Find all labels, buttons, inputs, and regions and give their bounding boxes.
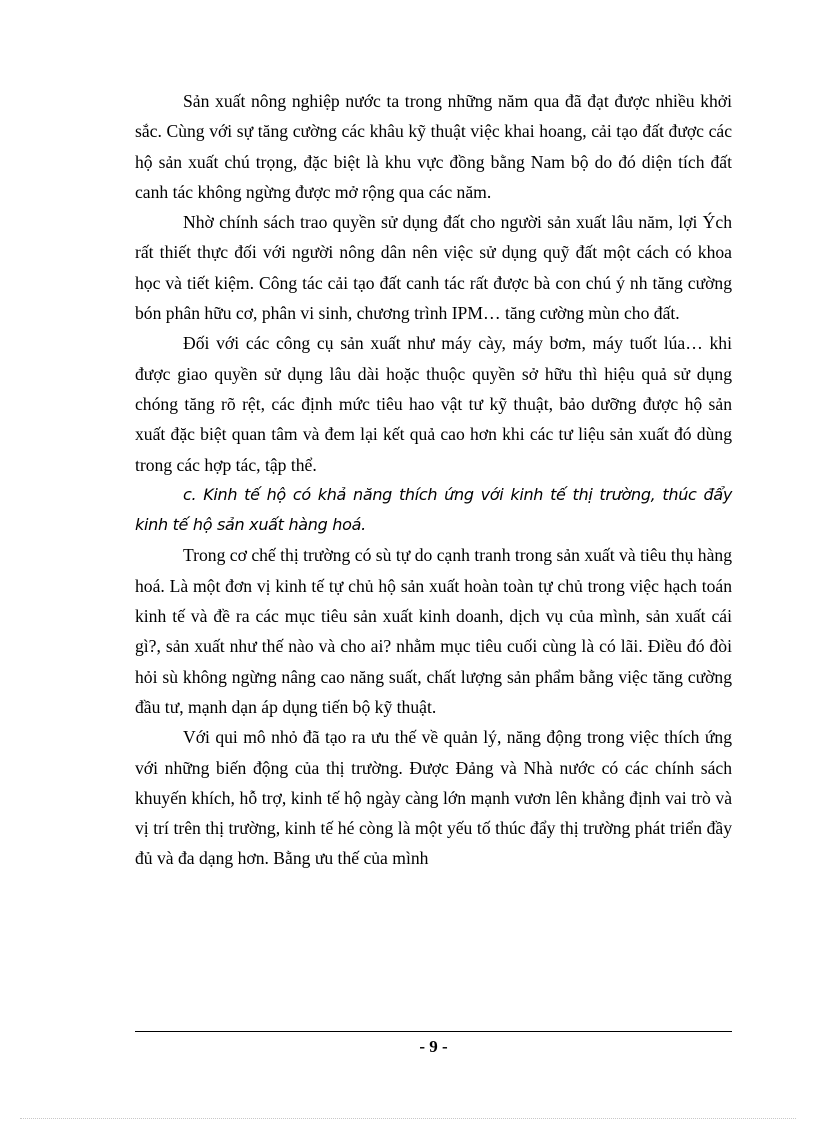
page-boundary — [20, 1118, 796, 1119]
paragraph-tools: Đối với các công cụ sản xuất như máy cày, máy bơm, máy tuốt lúa… khi được giao quyền sử dụng lâu dài hoặc thuộc quyền sở hữu thì hiệu quả sử dụng chóng tăng rõ rệt, các định mức tiêu hao vật tư kỹ thuật, bảo dưỡng được hộ sản xuất đặc biệt quan tâm và đem lại kết quả cao hơn khi các tư liệu sản xuất đó dùng trong các hợp tác, tập thể. — [135, 333, 732, 475]
section-heading-c: c. Kinh tế hộ có khả năng thích ứng với kinh tế thị trường, thúc đẩy kinh tế hộ sản xuất hàng hoá. — [135, 484, 732, 535]
page-number: - 9 - — [419, 1037, 448, 1056]
paragraph-agriculture: Sản xuất nông nghiệp nước ta trong những năm qua đã đạt được nhiều khởi sắc. Cùng với sự tăng cường các khâu kỹ thuật việc khai hoang, cải tạo đất được các hộ sản xuất chú trọng, đặc biệt là khu vực đồng bằng Nam bộ do đó diện tích đất canh tác không ngừng được mở rộng qua các năm. — [135, 91, 732, 202]
paragraph-small-scale: Với qui mô nhỏ đã tạo ra ưu thế về quản lý, năng động trong việc thích ứng với những biến động của thị trường. Được Đảng và Nhà nước có các chính sách khuyến khích, hỗ trợ, kinh tế hộ ngày càng lớn mạnh vươn lên khẳng định vai trò và vị trí trên thị trường, kinh tế hé còng là một yếu tố thúc đẩy thị trường phát triển đầy đủ và đa dạng hơn. Bằng ưu thế của mình — [135, 727, 732, 869]
paragraph-land-rights: Nhờ chính sách trao quyền sử dụng đất cho người sản xuất lâu năm, lợi Ých rất thiết thực đối với người nông dân nên việc sử dụng quỹ đất một cách có khoa học và tiết kiệm. Công tác cải tạo đất canh tác rất được bà con chú ý nh tăng cường bón phân hữu cơ, phân vi sinh, chương trình IPM… tăng cường mùn cho đất. — [135, 212, 732, 324]
footer-rule — [135, 1031, 732, 1032]
paragraph-market-mechanism: Trong cơ chế thị trường có sù tự do cạnh tranh trong sản xuất và tiêu thụ hàng hoá. Là một đơn vị kinh tế tự chủ hộ sản xuất hoàn toàn tự chủ trong việc hạch toán kinh tế và đề ra các mục tiêu sản xuất kinh doanh, dịch vụ của mình, sản xuất cái gì?, sản xuất như thế nào và cho ai? nhằm mục tiêu cuối cùng là có lãi. Điều đó đòi hỏi sù không ngừng nâng cao năng suất, chất lượng sản phẩm bằng việc tăng cường đầu tư, mạnh dạn áp dụng tiến bộ kỹ thuật. — [135, 545, 732, 717]
document-body — [135, 86, 732, 874]
